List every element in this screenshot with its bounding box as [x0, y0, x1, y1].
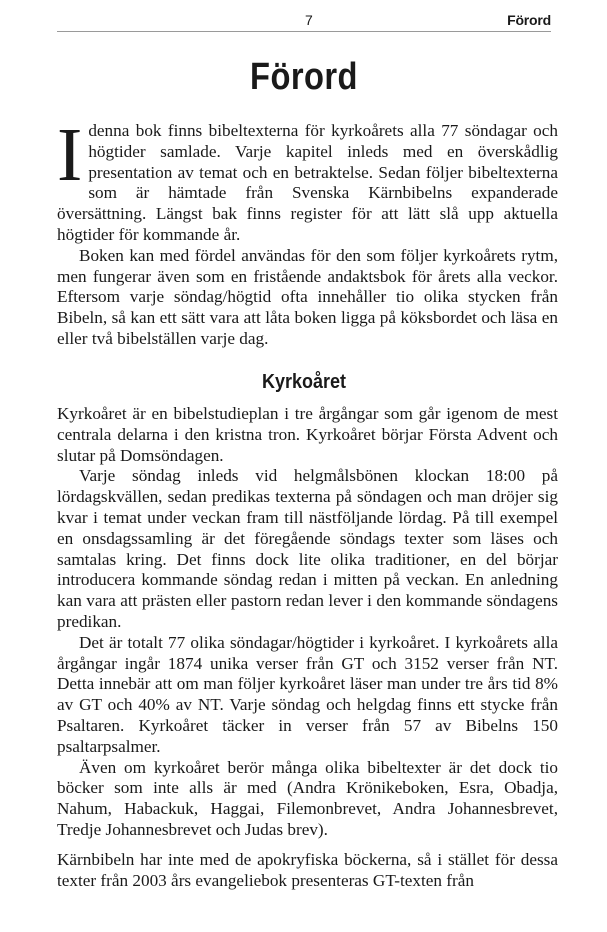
intro-paragraph-1 [57, 113, 558, 246]
intro-text [57, 113, 558, 350]
section-text [57, 404, 558, 891]
chapter-title: Förord [250, 56, 358, 98]
section-paragraph-3: Det är totalt 77 olika söndagar/högtider i kyrkoåret. I kyrkoårets alla årgångar ingår 1874 unika verser från GT och 3152 verser från NT. Detta innebär att om man följer kyrkoåret läser man under tre års tid 8% av GT och 40% av NT. Varje söndag och helgdag finns ett stycke från Psaltaren. Kyrkoåret täcker in verser från 57 av Bibelns 150 psaltarpsalmer. [57, 632, 558, 756]
intro-paragraph-1-text: denna bok finns bibeltexterna för kyrkoårets alla 77 söndagar och högtider samlade. Varje kapitel inleds med en överskådlig presentation av temat och en betraktelse. Sedan följer bibeltexterna som är hämtade från Svenska Kärnbibelns expanderade översättning. Längst bak finns register för att lätt slå upp aktuella högtider för kommande år. [57, 121, 558, 244]
section-paragraph-4: Även om kyrkoåret berör många olika bibeltexter är det dock tio böcker som inte alls är med (Andra Krönikeboken, Esra, Obadja, Nahum, Habackuk, Haggai, Filemonbrevet, Andra Johannesbrevet, Tredje Johannesbrevet och Judas brev). [57, 757, 558, 839]
running-header [57, 10, 551, 32]
section-heading: Kyrkoåret [261, 371, 347, 393]
page-number: 7 [305, 12, 313, 28]
section-paragraph-2: Varje söndag inleds vid helgmålsbönen klockan 18:00 på lördagskvällen, sedan predikas texterna på söndagen och man dröjer sig kvar i temat under veckan fram till nästföljande lördag. På till exempel en onsdagssamling är det föregående söndags texter som läses och samtalas kring. Det finns dock lite olika traditioner, en del börjar introducera kommande söndag redan i mitten på veckan. En anledning kan vara att prästen eller pastorn redan lever i den kommande söndagens predikan. [57, 466, 558, 631]
section-paragraph-1: Kyrkoåret är en bibelstudieplan i tre årgångar som går igenom de mest centrala delarna i den kristna tron. Kyrkoåret börjar Första Advent och slutar på Domsöndagen. [57, 404, 558, 465]
section-paragraph-5: Kärnbibeln har inte med de apokryfiska böckerna, så i stället för dessa texter från 2003 års evangeliebok presenteras GT-texten från [57, 849, 558, 890]
intro-paragraph-2: Boken kan med fördel användas för den som följer kyrkoårets rytm, men fungerar även som en fristående andaktsbok för årets alla veckor. Eftersom varje söndag/högtid ofta innehåller tio olika stycken från Bibeln, så kan ett sätt vara att låta boken ligga på köksbordet och läsa en eller två bibelställen varje dag. [57, 245, 558, 348]
drop-cap: I [57, 113, 83, 197]
running-header-chapter: Förord [507, 12, 551, 28]
